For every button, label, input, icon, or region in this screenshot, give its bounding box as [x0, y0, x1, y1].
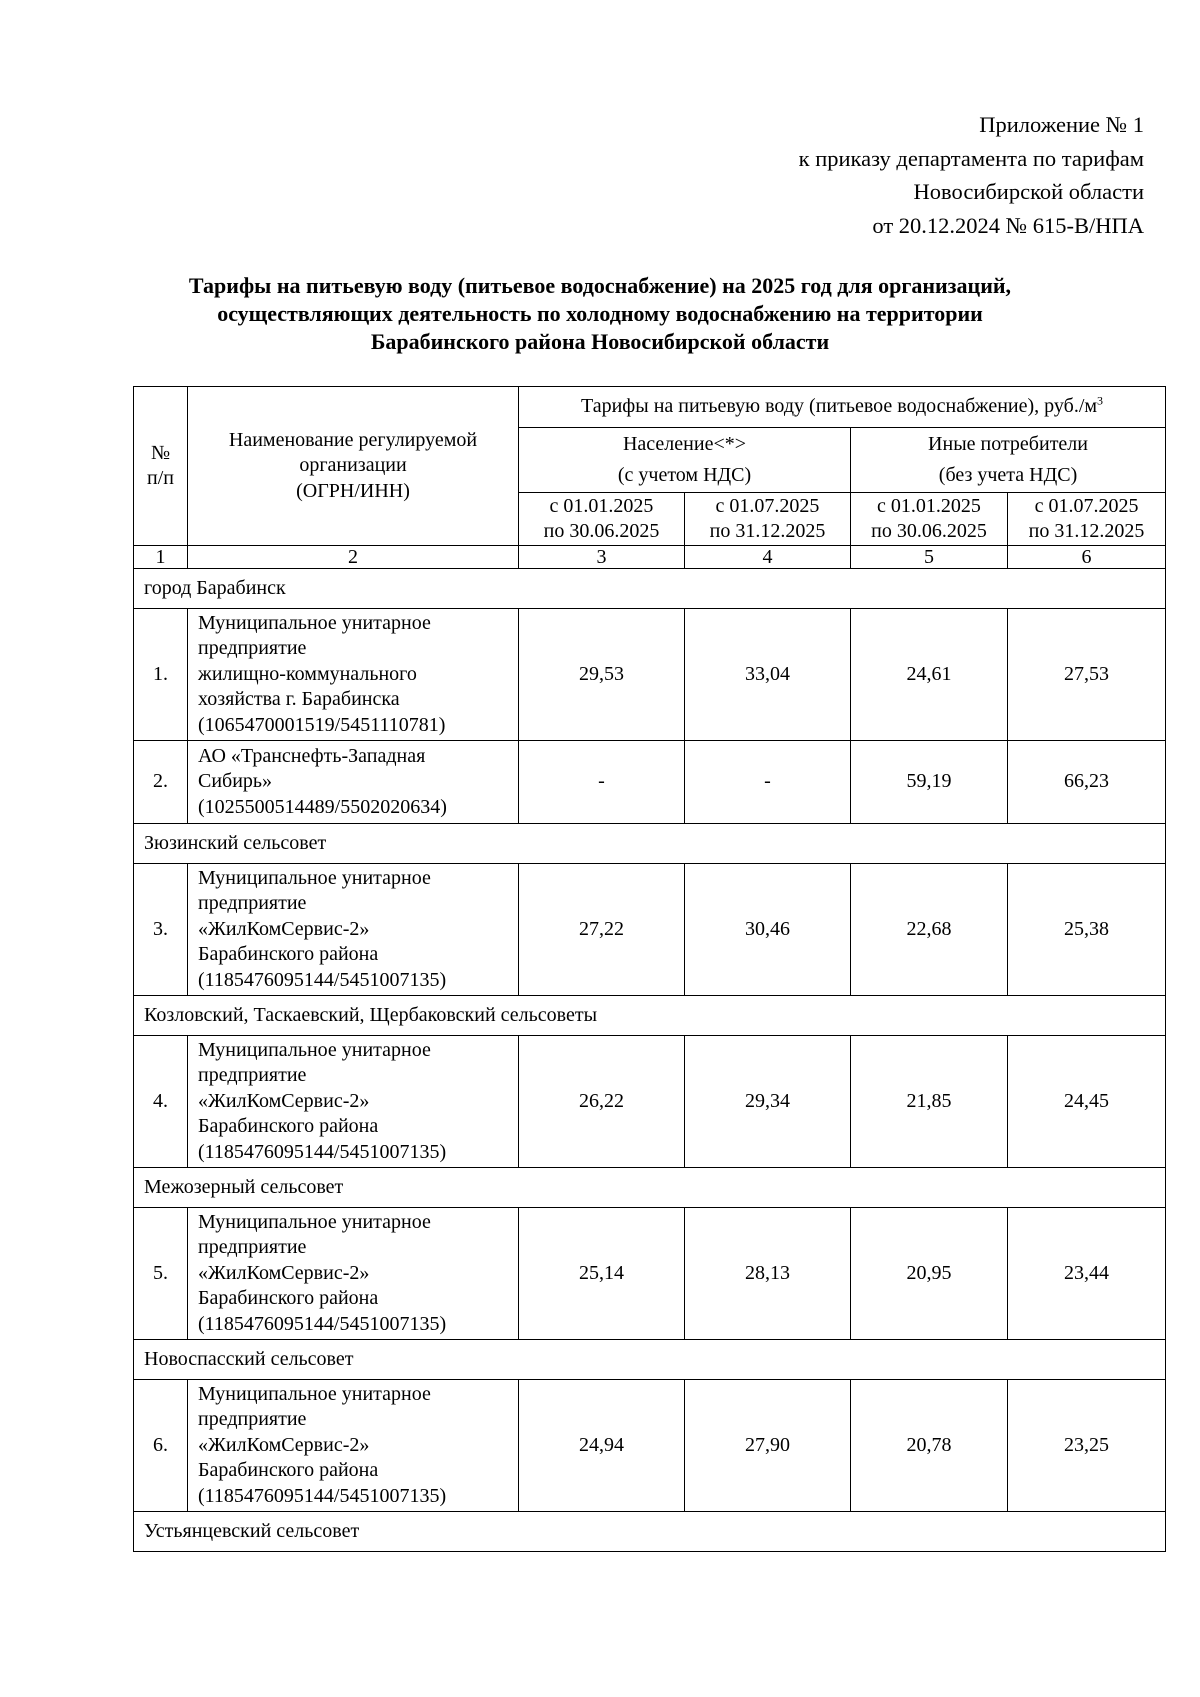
district-name: Зюзинский сельсовет [134, 824, 1166, 864]
organization-cell [188, 1208, 519, 1340]
table-row [134, 1036, 1166, 1168]
district-name: Межозерный сельсовет [134, 1168, 1166, 1208]
appendix-block [799, 108, 1144, 242]
tariff-value: 29,34 [685, 1036, 851, 1168]
tariff-value: - [519, 741, 685, 824]
tariff-value: 66,23 [1008, 741, 1166, 824]
header-population-line: Население<*> [622, 433, 747, 455]
row-number: 4. [134, 1036, 188, 1168]
organization-line: (1065470001519/5451110781) [198, 713, 446, 736]
organization-line: Муниципальное унитарное [198, 1210, 431, 1233]
header-period-line: по 30.06.2025 [543, 520, 660, 542]
tariff-value: 23,25 [1008, 1380, 1166, 1512]
header-org-line: организации [299, 454, 407, 477]
district-name: город Барабинск [134, 569, 1166, 609]
organization-cell [188, 864, 519, 996]
tariff-table [133, 386, 1166, 1552]
organization-line: Барабинского района [198, 1459, 379, 1482]
tariff-value: 25,14 [519, 1208, 685, 1340]
header-population-line: (с учетом НДС) [617, 464, 752, 486]
tariff-value: 33,04 [685, 609, 851, 741]
district-row [134, 1168, 1166, 1208]
organization-line: Муниципальное унитарное [198, 1382, 431, 1405]
tariff-value: 27,53 [1008, 609, 1166, 741]
appendix-line: от 20.12.2024 № 615-В/НПА [872, 212, 1144, 238]
tariff-value: 30,46 [685, 864, 851, 996]
row-number: 3. [134, 864, 188, 996]
organization-cell [188, 1380, 519, 1512]
organization-line: «ЖилКомСервис-2» [198, 1261, 370, 1284]
district-row [134, 569, 1166, 609]
organization-line: хозяйства г. Барабинска [198, 688, 400, 711]
district-row [134, 1512, 1166, 1552]
column-number: 3 [519, 546, 685, 569]
column-number: 5 [851, 546, 1008, 569]
organization-line: Муниципальное унитарное [198, 866, 431, 889]
row-number: 5. [134, 1208, 188, 1340]
row-number: 2. [134, 741, 188, 824]
header-period-cell [519, 493, 685, 546]
tariff-value: 24,94 [519, 1380, 685, 1512]
tariff-value: 24,61 [851, 609, 1008, 741]
organization-line: жилищно-коммунального [198, 662, 417, 685]
header-period-line: с 01.01.2025 [549, 494, 654, 517]
organization-line: предприятие [198, 892, 307, 915]
tariff-value: 59,19 [851, 741, 1008, 824]
tariff-value: 27,90 [685, 1380, 851, 1512]
organization-line: Муниципальное унитарное [198, 611, 431, 634]
row-number: 6. [134, 1380, 188, 1512]
column-number: 6 [1008, 546, 1166, 569]
column-number: 2 [188, 546, 519, 569]
table-row [134, 609, 1166, 741]
appendix-line: Приложение № 1 [979, 112, 1144, 137]
header-tariffs-text: Тарифы на питьевую воду (питьевое водоснабжение), руб./м [581, 395, 1098, 418]
organization-line: Сибирь» [198, 770, 273, 793]
header-period-line: с 01.07.2025 [1034, 494, 1139, 517]
organization-line: (1025500514489/5502020634) [198, 795, 447, 818]
header-period-line: по 30.06.2025 [871, 520, 987, 542]
header-other-line: (без учета НДС) [938, 464, 1078, 486]
organization-line: «ЖилКомСервис-2» [198, 917, 370, 940]
organization-line: предприятие [198, 1064, 307, 1087]
tariff-value: 26,22 [519, 1036, 685, 1168]
table-row [134, 741, 1166, 824]
header-period-cell [851, 493, 1008, 546]
appendix-line: Новосибирской области [913, 179, 1144, 204]
column-number: 1 [134, 546, 188, 569]
tariff-value: - [685, 741, 851, 824]
column-number: 4 [685, 546, 851, 569]
header-row [134, 387, 1166, 428]
header-num-line: № [150, 441, 171, 464]
district-name: Устьянцевский сельсовет [134, 1512, 1166, 1552]
tariff-value: 29,53 [519, 609, 685, 741]
organization-line: предприятие [198, 637, 307, 660]
header-period-cell [685, 493, 851, 546]
header-period-line: с 01.07.2025 [715, 494, 820, 517]
organization-line: предприятие [198, 1408, 307, 1431]
header-period-line: с 01.01.2025 [877, 494, 981, 517]
organization-line: «ЖилКомСервис-2» [198, 1433, 370, 1456]
organization-line: Барабинского района [198, 1115, 379, 1138]
tariff-value: 28,13 [685, 1208, 851, 1340]
organization-cell [188, 1036, 519, 1168]
tariff-value: 20,95 [851, 1208, 1008, 1340]
table-row [134, 1208, 1166, 1340]
district-name: Новоспасский сельсовет [134, 1340, 1166, 1380]
tariff-value: 27,22 [519, 864, 685, 996]
organization-line: (1185476095144/5451007135) [198, 1140, 447, 1163]
header-tariffs-cell [519, 387, 1166, 428]
title-line: Барабинского района Новосибирской области [370, 329, 830, 354]
organization-line: Барабинского района [198, 943, 379, 966]
title-line: осуществляющих деятельность по холодному водоснабжению на территории [217, 301, 983, 326]
appendix-line: к приказу департамента по тарифам [798, 145, 1144, 171]
district-row [134, 996, 1166, 1036]
organization-line: предприятие [198, 1236, 307, 1259]
tariff-value: 22,68 [851, 864, 1008, 996]
table-row [134, 864, 1166, 996]
header-period-cell [1008, 493, 1166, 546]
tariff-value: 24,45 [1008, 1036, 1166, 1168]
organization-line: Барабинского района [198, 1287, 379, 1310]
header-org-line: Наименование регулируемой [228, 428, 478, 451]
header-org-cell [188, 387, 519, 546]
header-tariffs-sup: 3 [1097, 393, 1104, 408]
header-num-line: п/п [147, 467, 174, 489]
tariff-value: 20,78 [851, 1380, 1008, 1512]
organization-line: Муниципальное унитарное [198, 1038, 431, 1061]
header-period-line: по 31.12.2025 [1028, 520, 1145, 542]
header-num-cell [134, 387, 188, 546]
district-row [134, 824, 1166, 864]
organization-line: (1185476095144/5451007135) [198, 968, 447, 991]
header-other-cell [851, 428, 1166, 493]
row-number: 1. [134, 609, 188, 741]
tariff-value: 25,38 [1008, 864, 1166, 996]
header-org-line: (ОГРН/ИНН) [296, 479, 410, 502]
column-number-row [134, 546, 1166, 569]
organization-line: (1185476095144/5451007135) [198, 1312, 447, 1335]
district-name: Козловский, Таскаевский, Щербаковский сельсоветы [134, 996, 1166, 1036]
tariff-value: 21,85 [851, 1036, 1008, 1168]
table-row [134, 1380, 1166, 1512]
header-period-line: по 31.12.2025 [709, 520, 826, 542]
organization-line: АО «Транснефть-Западная [198, 744, 426, 767]
organization-cell [188, 741, 519, 824]
header-other-line: Иные потребители [928, 433, 1088, 455]
header-population-cell [519, 428, 851, 493]
tariff-value: 23,44 [1008, 1208, 1166, 1340]
district-row [134, 1340, 1166, 1380]
organization-line: (1185476095144/5451007135) [198, 1484, 447, 1507]
document-title [0, 272, 1200, 356]
organization-cell [188, 609, 519, 741]
organization-line: «ЖилКомСервис-2» [198, 1089, 370, 1112]
title-line: Тарифы на питьевую воду (питьевое водоснабжение) на 2025 год для организаций, [188, 273, 1012, 298]
